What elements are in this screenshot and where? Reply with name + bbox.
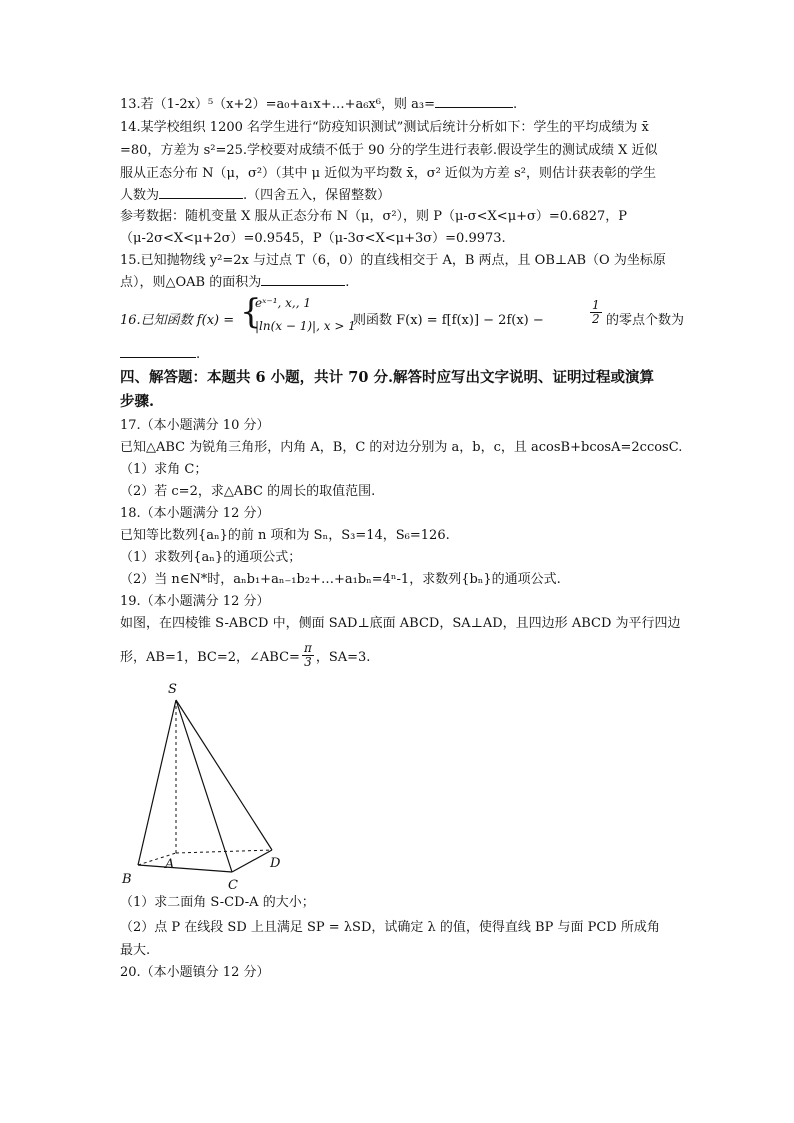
edge-CD bbox=[232, 850, 272, 872]
answer-blank bbox=[435, 95, 513, 108]
question-17-part-1: （1）求角 C； bbox=[120, 462, 208, 477]
pyramid-figure bbox=[110, 675, 310, 895]
question-17-stem: 已知△ABC 为锐角三角形，内角 A，B，C 的对边分别为 a，b，c，且 acosB+bcosA=2ccosC. bbox=[120, 440, 683, 455]
question-15-line-2: 点），则△OAB 的面积为 . bbox=[120, 275, 350, 290]
question-19-part-1: （1）求二面角 S-CD-A 的大小； bbox=[120, 895, 315, 910]
question-18-part-1: （1）求数列{aₙ}的通项公式； bbox=[120, 550, 302, 565]
vertex-label-C: C bbox=[228, 878, 238, 893]
edge-SB bbox=[138, 700, 176, 865]
answer-blank bbox=[159, 186, 243, 199]
question-19-head: 19.（本小题满分 12 分） bbox=[120, 594, 270, 609]
question-14-reference-1: 参考数据：随机变量 X 服从正态分布 N（μ，σ²），则 P（μ-σ<X<μ+σ）=0.6827，P bbox=[120, 209, 628, 224]
q16-case-2: |ln(x − 1)|, x > 1 bbox=[255, 319, 356, 333]
question-14-line-2: =80，方差为 s²=25.学校要对成绩不低于 90 分的学生进行表彰.假设学生的测试成绩 X 近似 bbox=[120, 143, 658, 158]
question-19-part-2-line-2: 最大. bbox=[120, 943, 151, 958]
question-14-line-3: 服从正态分布 N（μ，σ²）（其中 μ 近似为平均数 x̄，σ² 近似为方差 s²，则估计获表彰的学生 bbox=[120, 166, 656, 181]
q16-suffix: 的零点个数为 bbox=[606, 313, 685, 328]
answer-blank bbox=[261, 273, 345, 286]
vertex-label-D: D bbox=[270, 856, 281, 871]
question-19-stem-1: 如图，在四棱锥 S-ABCD 中，侧面 SAD⊥底面 ABCD，SA⊥AD，且四边形 ABCD 为平行四边 bbox=[120, 616, 681, 631]
question-19-stem-2: 形，AB=1，BC=2，∠ABC= $\frac{\pi}{3}$ ，SA=3. bbox=[120, 641, 371, 669]
section-heading-line-2: 步骤. bbox=[120, 393, 155, 410]
question-14-line-1: 14.某学校组织 1200 名学生进行“防疫知识测试”测试后统计分析如下：学生的平均成绩为 x̄ bbox=[120, 120, 649, 135]
edge-SC bbox=[176, 700, 232, 872]
question-17-part-2: （2）若 c=2，求△ABC 的周长的取值范围. bbox=[120, 484, 376, 499]
question-16-answer: . bbox=[120, 345, 200, 365]
answer-blank bbox=[120, 345, 196, 358]
question-14-reference-2: （μ-2σ<X<μ+2σ）=0.9545，P（μ-3σ<X<μ+3σ）=0.9973. bbox=[120, 231, 506, 246]
question-18-head: 18.（本小题满分 12 分） bbox=[120, 506, 270, 521]
vertex-label-S: S bbox=[168, 682, 177, 697]
q16-prefix: 16.已知函数 f(x) = bbox=[120, 313, 235, 328]
edge-SD bbox=[176, 700, 272, 850]
edge-AD bbox=[176, 850, 272, 853]
question-18-part-2: （2）当 n∈N*时，aₙb₁+aₙ₋₁b₂+…+a₁bₙ=4ⁿ-1，求数列{bₙ}的通项公式. bbox=[120, 572, 561, 587]
question-18-stem: 已知等比数列{aₙ}的前 n 项和为 Sₙ，S₃=14，S₆=126. bbox=[120, 528, 450, 543]
piecewise-brace: { bbox=[240, 292, 262, 332]
edge-BC bbox=[138, 865, 232, 872]
section-heading-line-1: 四、解答题：本题共 6 小题，共计 70 分.解答时应写出文字说明、证明过程或演算 bbox=[120, 369, 655, 386]
question-19-part-2-line-1: （2）点 P 在线段 SD 上且满足 SP = λSD，试确定 λ 的值，使得直线 BP 与面 PCD 所成角 bbox=[120, 920, 660, 935]
question-15-line-1: 15.已知抛物线 y²=2x 与过点 T（6，0）的直线相交于 A，B 两点，且 OB⊥AB（O 为坐标原 bbox=[120, 253, 666, 268]
question-13: 13.若（1-2x）⁵（x+2）=a₀+a₁x+…+a₆x⁶，则 a₃= . bbox=[120, 97, 518, 112]
vertex-label-A: A bbox=[165, 857, 175, 872]
vertex-label-B: B bbox=[122, 872, 132, 887]
question-20-head: 20.（本小题镇分 12 分） bbox=[120, 965, 270, 980]
q16-fraction: $\frac{1}{2}$ bbox=[592, 298, 600, 326]
question-14-line-4: 人数为 .（四舍五入，保留整数） bbox=[120, 188, 391, 203]
q16-case-1: eˣ⁻¹, x,, 1 bbox=[255, 296, 311, 310]
q16-middle: 则函数 F(x) = f[f(x)] − 2f(x) − bbox=[353, 313, 544, 328]
question-17-head: 17.（本小题满分 10 分） bbox=[120, 418, 270, 433]
